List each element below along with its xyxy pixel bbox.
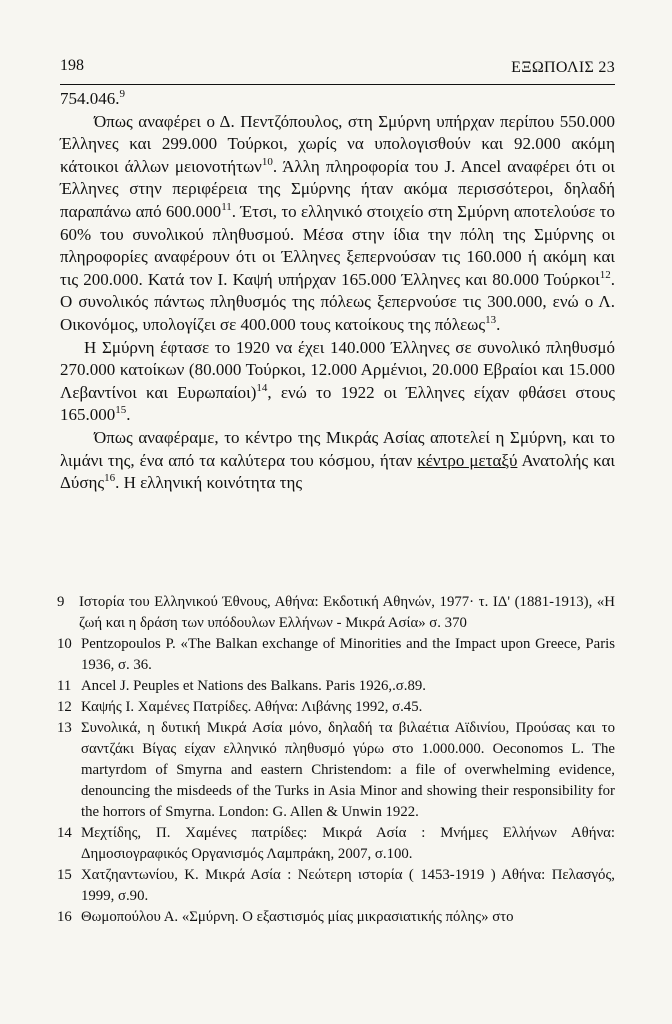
footnote-number: 13 (57, 720, 72, 736)
footnote-ref: 15 (115, 404, 127, 417)
footnote-number: 14 (57, 825, 72, 841)
footnotes (57, 592, 615, 928)
text-run: Όπως αναφέρει ο Δ. Πεντζόπουλος, στη Σμύρνη υπήρχαν περίπου 550.000 Έλληνες και 299.000 Τούρκοι, χωρίς να υπολογισθούν και 92.000 ακόμη κάτοικοι άλλων μειονοτήτων (60, 111, 615, 176)
footnote (57, 697, 615, 718)
text-run: . (496, 314, 501, 334)
footnote-text: Θωμοπούλου Α. «Σμύρνη. Ο εξαστισμός μίας μικρασιατικής πόλης» στο (81, 909, 514, 925)
footnote (57, 865, 615, 907)
text-run: . Έτσι, το ελληνικό στοιχείο στη Σμύρνη αποτελούσε το 60% του συνολικού πληθυσμού. Μέσα στην ίδια την πόλη της Σμύρνης οι πληροφορίες αναφέρουν ότι οι Έλληνες ξεπερνούσαν τις 160.000 ή ακόμη και τις 200.000. Κατά τον Ι. Καψή υπήρχαν 165.000 Έλληνες και 80.000 Τούρκοι (60, 201, 615, 289)
running-head: ΕΞΩΠΟΛΙΣ 23 (511, 59, 615, 76)
text-run: . Η ελληνική κοινότητα της (115, 473, 303, 493)
text-run: , ενώ το 1922 οι Έλληνες είχαν φθάσει στους 165.000 (60, 382, 616, 425)
text-run: Ανατολής και Δύσης (60, 450, 615, 493)
footnote-number: 9 (57, 594, 65, 610)
text-run: . Άλλη πληροφορία του J. Ancel αναφέρει ότι οι Έλληνες στην περιφέρεια της Σμύρνης ήταν ακόμα περισσότεροι, δηλαδή παραπάνω από 600.000 (60, 156, 615, 221)
footnote-number: 15 (57, 867, 72, 883)
footnote (57, 634, 615, 676)
text-run: 754.046. (60, 89, 120, 108)
footnote (57, 823, 615, 865)
footnote-ref: 11 (221, 200, 232, 213)
page-number: 198 (60, 57, 84, 74)
footnote-ref: 9 (119, 88, 125, 100)
footnote-ref: 10 (261, 155, 273, 168)
footnote-text: Χατζηαντωνίου, Κ. Μικρά Ασία : Νεώτερη ιστορία ( 1453-1919 ) Αθήνα: Πελασγός, 1999, σ.90. (81, 867, 615, 904)
footnote-text: Μεχτίδης, Π. Χαμένες πατρίδες: Μικρά Ασία : Μνήμες Ελλήνων Αθήνα: Δημοσιογραφικός Οργανισμός Λαμπράκη, 2007, σ.100. (81, 825, 615, 862)
footnote (57, 718, 615, 823)
text-run: Η Σμύρνη έφτασε το 1920 να έχει 140.000 Έλληνες σε συνολικό πληθυσμό 270.000 κατοίκων (80.000 Τούρκοι, 12.000 Αρμένιοι, 20.000 Εβραίοι και 15.000 Λεβαντίνοι και Ευρωπαίοι) (60, 337, 615, 402)
footnote (57, 907, 615, 928)
footnote-number: 11 (57, 678, 72, 694)
text-run: . (126, 405, 131, 425)
footnote-text: Pentzopoulos P. «The Balkan exchange of Minorities and the Impact upon Greece, Paris 1936, σ. 36. (81, 636, 615, 673)
footnote-ref: 13 (485, 313, 497, 326)
footnote (57, 592, 615, 634)
footnote-ref: 16 (104, 472, 116, 485)
underlined-text: κέντρο μεταξύ (417, 450, 518, 470)
footnote-text: Καψής Ι. Χαμένες Πατρίδες. Αθήνα: Λιβάνης 1992, σ.45. (81, 699, 423, 715)
paragraph-2 (60, 337, 615, 427)
paragraph-3 (60, 427, 615, 495)
footnote-number: 16 (57, 909, 72, 925)
footnote-number: 12 (57, 699, 72, 715)
page-header (60, 56, 615, 85)
footnote-text: Ancel J. Peuples et Nations des Balkans. Paris 1926,.σ.89. (81, 678, 426, 694)
footnote-number: 10 (57, 636, 72, 652)
footnote (57, 676, 615, 697)
body-text (60, 88, 615, 495)
text-run: . Ο συνολικός πάντως πληθυσμός της πόλεως ξεπερνούσε τις 300.000, ενώ ο Λ. Οικονόμος, υπολογίζει σε 400.000 τους κατοίκους της πόλεως (60, 269, 615, 334)
footnote-ref: 12 (599, 268, 611, 281)
text-run: Όπως αναφέραμε, το κέντρο της Μικράς Ασίας αποτελεί η Σμύρνη, και το λιμάνι της, ένα από τα καλύτερα του κόσμου, ήταν (60, 427, 615, 470)
paragraph-1 (60, 111, 615, 337)
footnote-text: Ιστορία του Ελληνικού Έθνους, Αθήνα: Εκδοτική Αθηνών, 1977· τ. ΙΔ' (1881-1913), «Η ζωή και η δράση των υπόδουλων Ελλήνων - Μικρά Ασία» σ. 370 (79, 594, 615, 631)
footnote-ref: 14 (256, 381, 268, 394)
footnote-text: Συνολικά, η δυτική Μικρά Ασία μόνο, δηλαδή τα βιλαέτια Αϊδινίου, Προύσας και το σαντζάκι Βίγας είχαν ελληνικό πληθυσμό γύρω στο 1.000.000. Oeconomos L. The martyrdom of Smyrna and eastern Christendom: a file of overwhelming evidence, denouncing the misdeeds of the Turks in Asia Minor and showing their responsibility for the horrors of Smyrna. London: G. Allen & Unwin 1922. (81, 720, 615, 820)
paragraph-continuation (60, 88, 615, 111)
